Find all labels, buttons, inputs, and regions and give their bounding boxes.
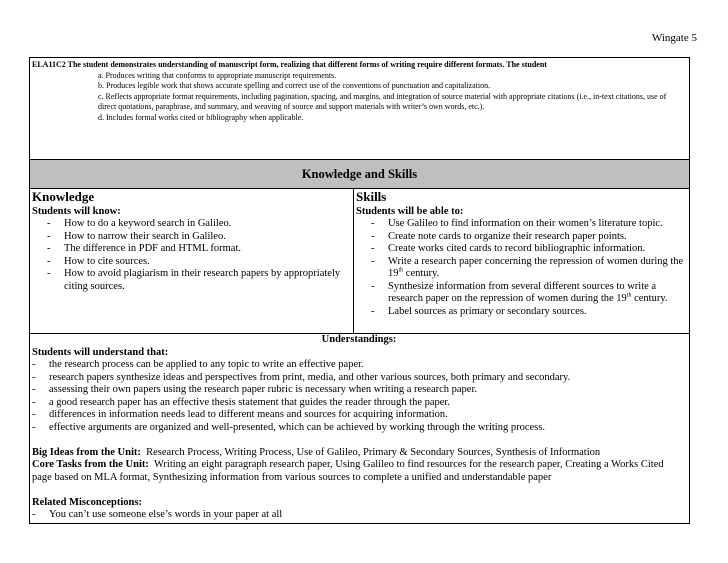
standard-item: d. Includes formal works cited or bibliography when applicable. <box>98 112 304 122</box>
unit-plan-table <box>29 57 690 524</box>
list-item: - Label sources as primary or secondary sources. <box>354 306 689 319</box>
standard-code: ELA11C2 The student demonstrates understanding of manuscript form, realizing that different forms of writing require different formats. The student <box>32 60 547 69</box>
standard-item: c. Reflects appropriate format requirements, including pagination, spacing, and margins, and integration of source material with appropriate citations (i.e., in-text citations, use of direct quotations, paraphrase, and summary, and weaving of source and support materials with writer’s own words, etc.). <box>98 91 667 112</box>
knowledge-skills-row <box>30 189 689 334</box>
big-ideas <box>32 447 686 460</box>
core-tasks-label: Core Tasks from the Unit: <box>32 459 149 470</box>
core-tasks <box>32 459 686 484</box>
list-item: - How to do a keyword search in Galileo. <box>30 218 353 231</box>
standard-item: b. Produces legible work that shows accurate spelling and correct use of the conventions of punctuation and capitalization. <box>98 81 491 91</box>
list-item: - research papers synthesize ideas and perspectives from print, media, and other various sources, both primary and secondary. <box>15 372 686 385</box>
list-item: - effective arguments are organized and well-presented, which can be achieved by working through the writing process. <box>15 422 686 435</box>
list-item: - How to narrow their search in Galileo. <box>30 231 353 244</box>
ordinal-suffix: th <box>626 292 632 299</box>
knowledge-subheading: Students will know: <box>32 206 121 217</box>
skills-heading: Skills <box>356 189 387 204</box>
knowledge-heading: Knowledge <box>32 189 95 204</box>
list-item-text: Write a research paper concerning the repression of women during the 19 <box>388 255 684 279</box>
list-item-text: century. <box>631 293 668 304</box>
understandings-title: Understandings: <box>321 334 397 345</box>
list-item: - a good research paper has an effective thesis statement that guides the reader through the paper. <box>15 397 686 410</box>
list-item: - assessing their own papers using the research paper rubric is necessary when writing a research paper. <box>15 384 686 397</box>
understandings-list <box>15 359 686 434</box>
misconceptions-label: Related Misconceptions: <box>32 496 142 508</box>
understandings-box <box>30 334 689 523</box>
section-title: Knowledge and Skills <box>30 160 689 189</box>
big-ideas-label: Big Ideas from the Unit: <box>32 446 141 458</box>
understandings-subheading: Students will understand that: <box>32 346 169 358</box>
standard-box <box>30 58 689 160</box>
list-item: - You can’t use someone else’s words in your paper at all <box>15 509 686 522</box>
list-item: - Create note cards to organize their research paper points. <box>354 231 689 244</box>
list-item-text: Synthesize information from several different sources to write a research paper on the repression of women during the 19 <box>388 280 657 304</box>
list-item <box>354 256 689 281</box>
knowledge-list <box>30 218 353 293</box>
list-item: - The difference in PDF and HTML format. <box>30 243 353 256</box>
knowledge-column <box>30 189 354 333</box>
skills-column <box>354 189 689 333</box>
list-item: - Create works cited cards to record bibliographic information. <box>354 243 689 256</box>
skills-subheading: Students will be able to: <box>356 206 464 217</box>
list-item-text: century. <box>403 268 440 279</box>
page-header: Wingate 5 <box>651 32 697 44</box>
list-item: - How to cite sources. <box>30 256 353 269</box>
list-item: - How to avoid plagiarism in their research papers by appropriately citing sources. <box>30 268 353 293</box>
list-item: - Use Galileo to find information on their women’s literature topic. <box>354 218 689 231</box>
list-item: - differences in information needs lead to different means and sources for acquiring information. <box>15 409 686 422</box>
misconceptions-list <box>15 509 686 522</box>
ordinal-suffix: th <box>398 267 404 274</box>
standard-item: a. Produces writing that conforms to appropriate manuscript requirements. <box>98 70 337 80</box>
list-item: - the research process can be applied to any topic to write an effective paper. <box>15 359 686 372</box>
big-ideas-text: Research Process, Writing Process, Use of Galileo, Primary & Secondary Sources, Synthesis of Information <box>146 446 601 458</box>
list-item <box>354 281 689 306</box>
core-tasks-text: Writing an eight paragraph research paper, Using Galileo to find resources for the research paper, Creating a Works Cited page based on MLA format, Synthesizing information from various sources to complete a unified and understandable paper <box>32 459 664 483</box>
skills-list <box>354 218 689 318</box>
